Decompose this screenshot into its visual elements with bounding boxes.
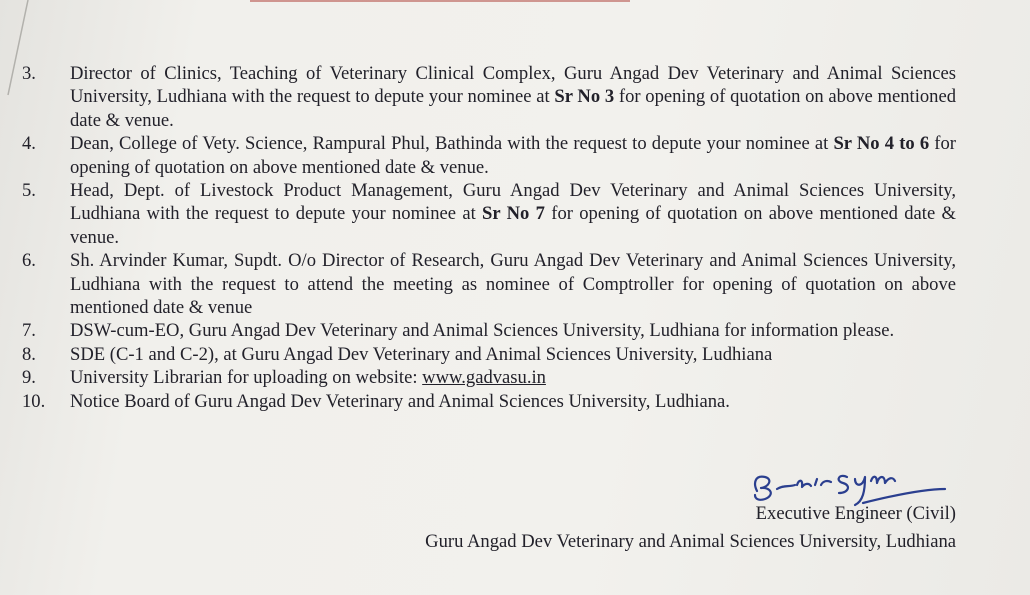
list-item-text: Head, Dept. of Livestock Product Management, Guru Angad Dev Veterinary and Animal Sciences University, Ludhiana with the request to depute your nominee at — [70, 180, 956, 225]
list-item — [0, 343, 1030, 366]
distribution-list — [0, 62, 1030, 413]
list-item — [0, 132, 1030, 179]
list-item-text: Dean, College of Vety. Science, Rampural Phul, Bathinda with the request to depute your nominee at — [70, 133, 834, 155]
website-link[interactable]: www.gadvasu.in — [422, 367, 546, 389]
signatory-designation: Executive Engineer (Civil) — [755, 503, 956, 524]
top-rule — [250, 0, 630, 2]
serial-number-reference: Sr No 3 — [554, 86, 615, 108]
list-item-text: University Librarian for uploading on website: — [70, 367, 423, 389]
list-item-number: 5. — [22, 180, 36, 202]
list-item — [0, 179, 1030, 249]
list-item-text: Director of Clinics, Teaching of Veterinary Clinical Complex, Guru Angad Dev Veterinary and Animal Sciences University, Ludhiana with the request to depute your nominee at — [70, 63, 956, 108]
list-item-text: Notice Board of Guru Angad Dev Veterinary and Animal Sciences University, Ludhiana. — [70, 390, 730, 412]
list-item — [0, 319, 1030, 342]
list-item — [0, 249, 1030, 319]
list-item-number: 3. — [22, 63, 36, 84]
list-item-text: DSW-cum-EO, Guru Angad Dev Veterinary and Animal Sciences University, Ludhiana for information please. — [70, 320, 895, 342]
list-item — [0, 62, 1030, 132]
list-item-text: SDE (C-1 and C-2), at Guru Angad Dev Veterinary and Animal Sciences University, Ludhiana — [70, 343, 773, 365]
list-item-number: 9. — [22, 367, 36, 389]
list-item-text: for opening of quotation on above mentioned date & venue. — [70, 203, 956, 248]
list-item-number: 6. — [22, 250, 36, 272]
list-item-number: 4. — [22, 133, 36, 155]
serial-number-reference: Sr No 7 — [482, 203, 545, 225]
list-item-number: 7. — [22, 320, 36, 342]
serial-number-reference: Sr No 4 to 6 — [833, 133, 930, 155]
list-item-text: for opening of quotation on above mentioned date & venue. — [70, 133, 956, 178]
list-item — [0, 366, 1030, 389]
list-item-number: 10. — [22, 390, 46, 412]
list-item-number: 8. — [22, 343, 36, 365]
list-item-text: Sh. Arvinder Kumar, Supdt. O/o Director of Research, Guru Angad Dev Veterinary and Animal Sciences University, Ludhiana with the request to attend the meeting as nominee of Comptroller for opening of quotation on above mentioned date & venue — [70, 250, 956, 319]
signatory-organization: Guru Angad Dev Veterinary and Animal Sciences University, Ludhiana — [425, 531, 956, 552]
list-item-text: for opening of quotation on above mentioned date & venue. — [70, 86, 957, 131]
list-item — [0, 390, 1030, 413]
